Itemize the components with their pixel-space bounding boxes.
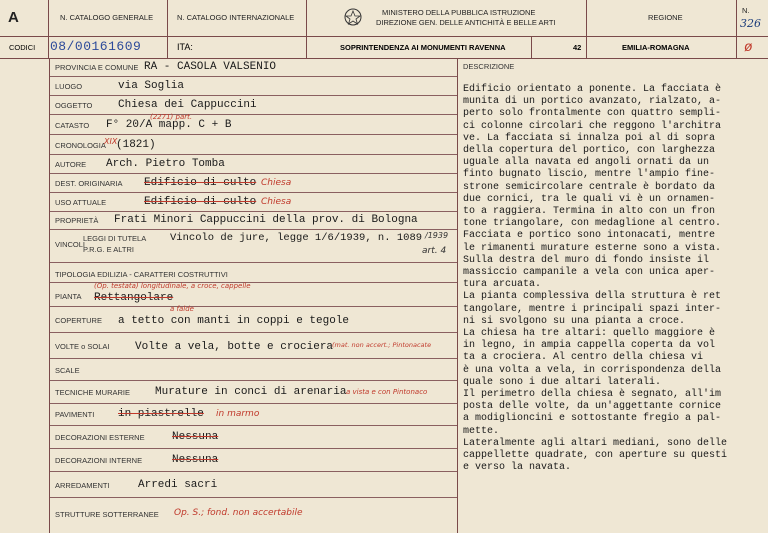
- decorazioni-esterne-label: DECORAZIONI ESTERNE: [55, 433, 145, 442]
- field-decorazioni-interne: [50, 448, 457, 472]
- regione-cell: [586, 0, 737, 36]
- description-line: finto bugnato liscio, mentre l'ampio fine-: [463, 169, 716, 181]
- description-line: in legno, in ampia cappella coperta da vol: [463, 340, 716, 352]
- description-line: La chiesa ha tre altari: quello maggiore è: [463, 328, 716, 340]
- autore-label: AUTORE: [55, 160, 87, 169]
- codici-label: CODICI: [9, 43, 36, 52]
- regione-value-cell: [586, 36, 737, 58]
- tipologia-label: TIPOLOGIA EDILIZIA - CARATTERI COSTRUTTIVI: [55, 270, 228, 279]
- code-42: 42: [573, 43, 582, 52]
- volte-value: Volte a vela, botte e crociera: [135, 341, 334, 353]
- pavimenti-label: PAVIMENTI: [55, 410, 95, 419]
- oggetto-value: Chiesa dei Cappuccini: [118, 99, 257, 111]
- coperture-value: a tetto con manti in coppi e tegole: [118, 315, 350, 327]
- field-provincia: [50, 58, 457, 77]
- pianta-note: (Op. testata) longitudinale, a croce, cappelle: [94, 282, 251, 290]
- uso-attuale-label: USO ATTUALE: [55, 198, 107, 207]
- description-line: ni si svolgono su una pianta a croce.: [463, 315, 686, 327]
- proprieta-label: PROPRIETÀ: [55, 216, 99, 225]
- uso-attuale-note: Chiesa: [261, 197, 292, 207]
- regione-label: REGIONE: [648, 13, 683, 22]
- field-coperture: [50, 306, 457, 333]
- dest-originaria-value: Edificio di culto: [144, 177, 257, 189]
- catalogo-number: 08/00161609: [50, 39, 142, 54]
- field-catasto: [50, 114, 457, 135]
- coperture-label: COPERTURE: [55, 316, 102, 325]
- pianta-value: Rettangolare: [94, 292, 174, 304]
- decorazioni-interne-label: DECORAZIONI INTERNE: [55, 456, 143, 465]
- description-line: uguale alla navata ed angoli ornati da un: [463, 157, 710, 169]
- ita-cell: [167, 36, 307, 58]
- fields-panel: [49, 58, 458, 533]
- volte-note: (mat. non accert.; Pintonacate: [332, 341, 432, 349]
- vincoli-note2: art. 4: [422, 246, 447, 256]
- autore-value: Arch. Pietro Tomba: [106, 158, 225, 170]
- luogo-value: via Soglia: [118, 80, 185, 92]
- pavimenti-note: in marmo: [216, 409, 260, 419]
- dest-originaria-label: DEST. ORIGINARIA: [55, 179, 123, 188]
- description-line: massiccio campanile a vela con unica aper-: [463, 267, 716, 279]
- field-uso-attuale: [50, 192, 457, 212]
- pavimenti-value: in piastrelle: [118, 408, 204, 420]
- soprintendenza-value: SOPRINTENDENZA AI MONUMENTI RAVENNA: [340, 43, 506, 52]
- description-line: posta delle volte, da un'aggettante cornice: [463, 401, 722, 413]
- vincoli-sub1: LEGGI DI TUTELA: [83, 234, 147, 243]
- field-oggetto: [50, 95, 457, 115]
- description-line: strone semicircolare centrale è bordato da: [463, 181, 716, 193]
- provincia-label: PROVINCIA E COMUNE: [55, 63, 139, 72]
- description-text: [463, 84, 763, 475]
- description-line: munita di un portico avanzato, rialzato, a-: [463, 96, 722, 108]
- catasto-note: (2271) part.: [150, 113, 193, 121]
- description-line: e verso la navata.: [463, 462, 572, 474]
- cronologia-label: CRONOLOGIA: [55, 141, 106, 150]
- field-tipologia: [50, 262, 457, 283]
- catasto-label: CATASTO: [55, 121, 90, 130]
- oggetto-label: OGGETTO: [55, 101, 93, 110]
- n-value: 326: [740, 17, 761, 30]
- description-line: tone triangolare, con medaglione al centro.: [463, 218, 722, 230]
- catalogo-internazionale-label: N. CATALOGO INTERNAZIONALE: [177, 13, 295, 22]
- cronologia-value: (1821): [116, 139, 156, 151]
- field-arredamenti: [50, 471, 457, 498]
- vincoli-label: VINCOLI: [55, 240, 86, 249]
- description-line: le rimanenti murature esterne sono a vista.: [463, 242, 722, 254]
- description-line: Lateralmente agli altari mediani, sono delle: [463, 437, 728, 449]
- tecniche-value: Murature in conci di arenaria: [155, 386, 347, 398]
- field-vincoli: [50, 229, 457, 263]
- codici-cell: [0, 36, 49, 58]
- field-autore: [50, 154, 457, 174]
- provincia-value: RA - CASOLA VALSENIO: [144, 61, 277, 73]
- codici-row: [0, 36, 768, 59]
- description-line: della copertura del portico, con larghezza: [463, 145, 716, 157]
- scale-label: SCALE: [55, 366, 80, 375]
- field-volte: [50, 332, 457, 359]
- description-line: cappellette quadrate, con aperture su questi: [463, 450, 728, 462]
- description-line: Sulla destra del muro di fondo insiste il: [463, 254, 710, 266]
- field-dest-originaria: [50, 173, 457, 193]
- catalogo-generale-cell: [48, 0, 168, 36]
- soprintendenza-cell: [306, 36, 532, 58]
- description-line: tangolare, mentre i principali spazi inter-: [463, 303, 722, 315]
- dest-originaria-note: Chiesa: [261, 178, 292, 188]
- header-row: [0, 0, 768, 37]
- description-line: ci colonne circolari che reggono l'architra: [463, 120, 722, 132]
- decorazioni-esterne-value: Nessuna: [172, 431, 219, 443]
- ita-label: ITA:: [177, 42, 193, 52]
- tecniche-note: a vista e con Pintonaco: [346, 388, 428, 396]
- field-luogo: [50, 76, 457, 96]
- n-label: N.: [742, 6, 750, 15]
- description-line: tura arcuata.: [463, 279, 542, 291]
- regione-value: EMILIA-ROMAGNA: [622, 43, 690, 52]
- description-line: ve. La facciata si innalza poi al di sopra: [463, 132, 716, 144]
- catalogo-number-cell: [48, 36, 168, 58]
- description-line: Il perimetro della chiesa è segnato, all'im: [463, 389, 722, 401]
- tecniche-label: TECNICHE MURARIE: [55, 388, 131, 397]
- catalogo-internazionale-cell: [167, 0, 307, 36]
- field-proprieta: [50, 211, 457, 230]
- field-decorazioni-esterne: [50, 425, 457, 449]
- description-panel: [456, 58, 768, 533]
- decorazioni-interne-value: Nessuna: [172, 454, 219, 466]
- description-line: mette.: [463, 425, 500, 437]
- description-line: ta a crociera. Al centro della chiesa vi: [463, 352, 704, 364]
- catasto-value: F° 20/A mapp. C + B: [106, 119, 232, 131]
- pianta-label: PIANTA: [55, 292, 82, 301]
- proprieta-value: Frati Minori Cappuccini della prov. di Bologna: [114, 214, 418, 226]
- n-cell: [736, 0, 768, 36]
- strutture-label: STRUTTURE SOTTERRANEE: [55, 510, 159, 519]
- description-line: a modiglioncini e sottostante fregio a pal-: [463, 413, 722, 425]
- section-letter-cell: [0, 0, 49, 36]
- vincoli-note: /1939: [425, 231, 449, 240]
- ministry-cell: [306, 0, 587, 36]
- emblem-icon: [344, 7, 362, 27]
- cronologia-note: XIX: [104, 137, 118, 146]
- description-line: Edificio orientato a ponente. La facciata è: [463, 84, 722, 95]
- field-cronologia: [50, 134, 457, 155]
- uso-attuale-value: Edificio di culto: [144, 196, 257, 208]
- strutture-note: Op. S.; fond. non accertabile: [174, 508, 303, 518]
- field-pavimenti: [50, 403, 457, 426]
- description-label: DESCRIZIONE: [463, 62, 515, 71]
- catalogo-generale-label: N. CATALOGO GENERALE: [60, 13, 154, 22]
- field-strutture: [50, 497, 457, 533]
- coperture-note: a falde: [170, 305, 194, 313]
- ministry-line-1: MINISTERO DELLA PUBBLICA ISTRUZIONE: [382, 8, 536, 17]
- ministry-line-2: DIREZIONE GEN. DELLE ANTICHITÀ E BELLE ARTI: [376, 18, 556, 27]
- code-42-cell: [531, 36, 587, 58]
- arredamenti-value: Arredi sacri: [138, 479, 218, 491]
- section-letter: A: [8, 9, 19, 26]
- description-line: La pianta complessiva della struttura è ret: [463, 291, 722, 303]
- zero-mark: ø: [744, 38, 753, 54]
- vincoli-sub2: P.R.G. E ALTRI: [83, 245, 134, 254]
- field-tecniche: [50, 380, 457, 404]
- vincoli-value: Vincolo de jure, legge 1/6/1939, n. 1089: [170, 232, 423, 244]
- description-line: Facciata e portico sono intonacati, mentre: [463, 230, 716, 242]
- zero-mark-cell: [736, 36, 768, 58]
- arredamenti-label: ARREDAMENTI: [55, 481, 110, 490]
- luogo-label: LUOGO: [55, 82, 83, 91]
- description-line: è una volta a vela, in corrispondenza della: [463, 364, 722, 376]
- description-line: due cornici, tra le quali vi è un ornamen-: [463, 193, 716, 205]
- description-line: to a raggiera. Termina in alto con un fron: [463, 206, 716, 218]
- description-line: quale sono i due altari laterali.: [463, 376, 662, 388]
- description-line: perto solo frontalmente con quattro sempli-: [463, 108, 722, 120]
- volte-label: VOLTE o SOLAI: [55, 342, 110, 351]
- field-scale: [50, 358, 457, 381]
- field-pianta: [50, 282, 457, 307]
